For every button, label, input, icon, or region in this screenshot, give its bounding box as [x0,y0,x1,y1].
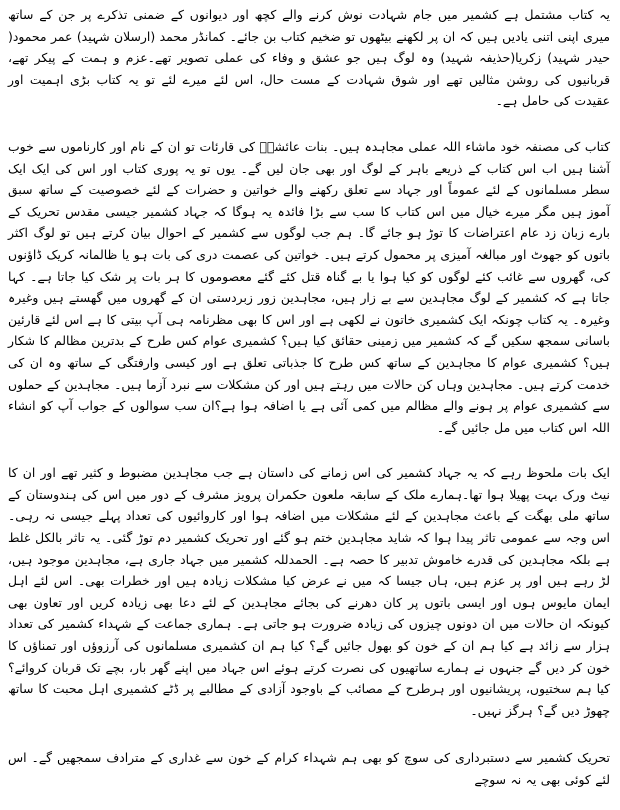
paragraph-context: ایک بات ملحوظ رہے کہ یہ جہاد کشمیر کی اس زمانے کی داستان ہے جب مجاہدین مضبوط و کثیر تھے اور ان کا نیٹ ورک بہت پھیلا ہوا تھا۔ہمارے ملک کے سابقہ ملعون حکمران پرویز مشرف کے دور میں اس کی ہندوستان کے ساتھ ملی بھگت کے باعث مجاہدین کے لئے مشکلات میں اضافہ ہوا اور کاروائیوں کی تعداد پہلے جیسی نہ رہی۔ اس وجہ سے عمومی تاثر پیدا ہوا کہ شاید مجاہدین ختم ہو گئے اور تحریک کشمیر دم توڑ گئی۔ یہ تاثر بالکل غلط ہے بلکہ مجاہدین کی قدرے خاموش تدبیر کا حصہ ہے۔ الحمدللہ کشمیر میں جہاد جاری ہے، مجاہدین موجود ہیں، لڑ رہے ہیں اور پر عزم ہیں، ہاں جیسا کہ میں نے عرض کیا مشکلات زیادہ ہیں اور خطرات بھی۔ اس لئے اہل ایمان مایوس ہوں اور ایسی باتوں پر کان دھرنے کی بجائے مجاہدین کے لئے دعا بھی زیادہ کریں اور تعاون بھی کیونکہ ان حالات میں ان دونوں چیزوں کی زیادہ ضرورت ہو جاتی ہے۔ ہماری جماعت کے شہداء کشمیر کی تعداد ہزار سے زائد ہے کیا ہم ان کے خون کو بھول جائیں گے؟ کیا ہم ان کشمیری مسلمانوں کی آرزوؤں اور تمناؤں کا خون کر دیں گے جنہوں نے ہمارے ساتھیوں کی نصرت کرتے ہوئے اس جہاد میں اپنے گھر بار، بچے تک قربان کروائے؟ کیا ہم سختیوں، پریشانیوں اور ہرطرح کے مصائب کے باوجود آزادی کے مطالبے پر ڈٹے کشمیری اہل محبت کا ساتھ چھوڑ دیں گے؟ ہرگز نہیں۔ [8,465,610,718]
paragraph-intro: یہ کتاب مشتمل ہے کشمیر میں جام شہادت نوش کرنے والے کچھ اور دیوانوں کے ضمنی تذکرے پر جن کے ساتھ میری اپنی اتنی یادیں ہیں کہ ان پر لکھنے بیٹھوں تو ضخیم کتاب بن جائے۔ کمانڈر محمد (ارسلان شہید) عمر محمود( حیدر شہید) زکریا(حذیفہ شہید) وہ لوگ ہیں جو عشق و وفاء کی عملی تصویر تھے۔عزم و ہمت کے پیکر تھے، قربانیوں کی روشن مثالیں تھے اور شوق شہادت کے مست حال، اس لئے میرے لئے تو یہ کتاب بڑی اہمیت اور عقیدت کی حامل ہے۔ [8,7,610,109]
paragraph-author: کتاب کی مصنفہ خود ماشاء اللہ عملی مجاہدہ ہیں۔ بنات عائشہؓ کی قارئات تو ان کے نام اور کارناموں سے خوب آشنا ہیں اب اس کتاب کے ذریعے باہر کے لوگ اور بھی جان لیں گے۔ یوں تو یہ پوری کتاب اور اس کی ایک ایک سطر مسلمانوں کے لئے عموماً اور جہاد سے تعلق رکھنے والے خواتین و حضرات کے لئے خصوصیت کے ساتھ سبق آموز ہیں مگر میرے خیال میں اس کتاب کا سب سے بڑا فائدہ یہ ہوگا کہ جہاد کشمیر جیسی مقدس تحریک کے بارے زبان زد عام اعتراضات کا توڑ ہو جائے گا۔ ہم جب لوگوں سے کشمیر کے احوال بیان کرتے ہیں تو لوگ اکثر باتوں کو جھوٹ اور مبالغہ آمیزی پر محمول کرتے ہیں۔ خواتین کی عصمت دری کی بات ہو یا ظالمانہ کریک ڈاؤنوں کی، گھروں سے غائب کئے لوگوں کو کیا ہوا یا بے گناہ قتل کئے گئے معصوموں کا ہر بات پر شک کیا جاتا ہے۔ کہا جاتا ہے کہ کشمیر کے لوگ مجاہدین سے بے زار ہیں، مجاہدین زور زبردستی ان کے گھروں میں گھستے ہیں وغیرہ وغیرہ۔ یہ کتاب چونکہ ایک کشمیری خاتون نے لکھی ہے اور اس کا بھی مظرنامہ ہی آپ بیتی کا ہے اس لئے قارئین باسانی سمجھ سکیں گے کہ کشمیر میں زمینی حقائق کیا ہیں؟ کشمیری عوام کس طرح کے بدترین مظالم کا شکار ہیں؟ کشمیری عوام کا مجاہدین کے ساتھ کس طرح کا جذباتی تعلق ہے اور کیسی وارفتگی کے ساتھ وہ ان کی خدمت کرتے ہیں۔ مجاہدین وہاں کن حالات میں رہتے ہیں اور کن مشکلات سے نبرد آزما ہیں۔ مجاہدین کے حملوں سے کشمیری عوام پر ہونے والے مظالم میں کمی آئی ہے یا اضافہ ہوا ہے؟ان سب سوالوں کے جواب آپ کو انشاء اللہ اس کتاب میں مل جائیں گے۔ [8,138,610,435]
paragraph-closing: تحریک کشمیر سے دستبرداری کی سوچ کو بھی ہم شہداء کرام کے خون سے غداری کے مترادف سمجھیں گے۔ اس لئے کوئی بھی یہ نہ سوچے [8,750,610,787]
